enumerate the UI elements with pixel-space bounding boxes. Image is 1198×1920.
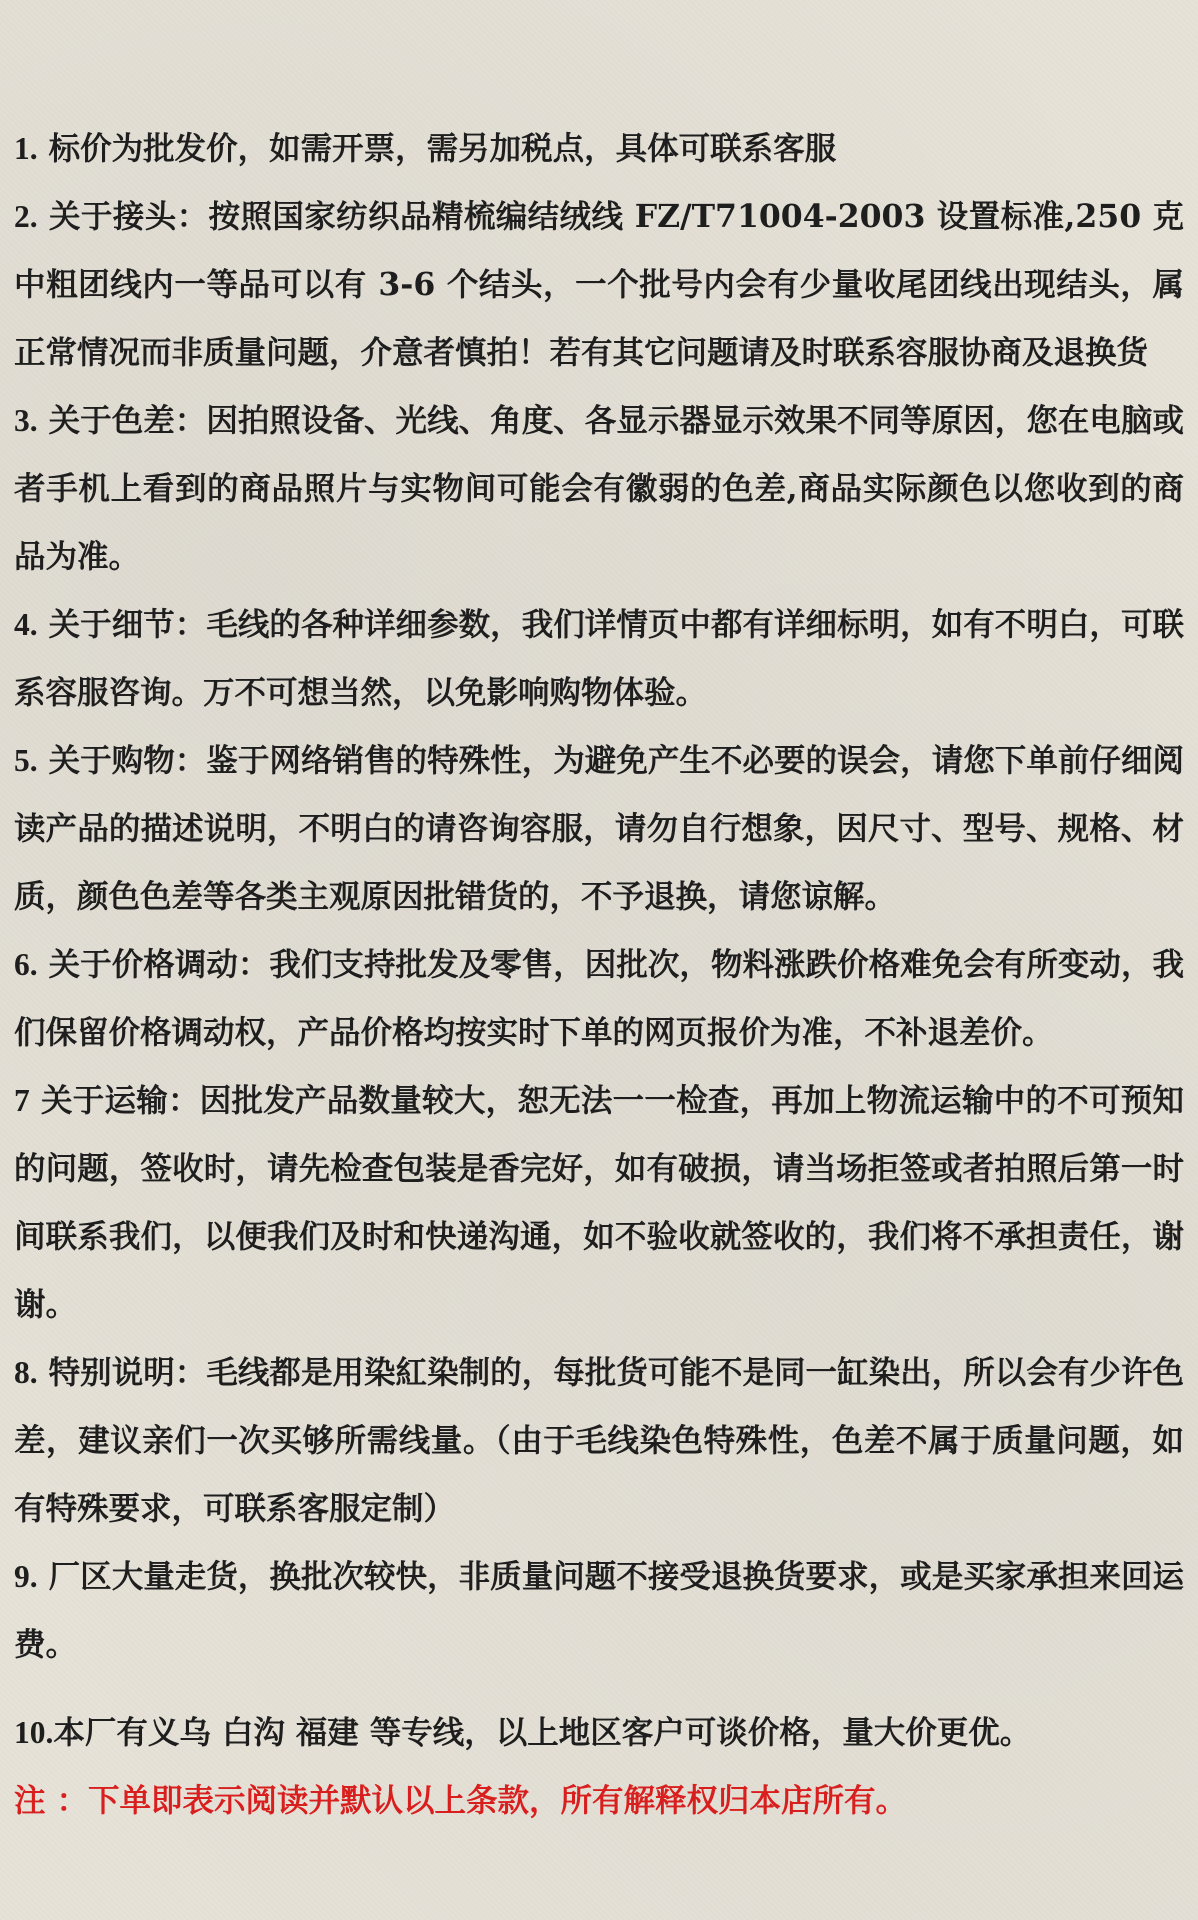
clause-text: 关于细节：毛线的各种详细参数，我们详情页中都有详细标明，如有不明白，可联系容服咨询。万不可想当然，以免影响购物体验。 [14, 606, 1184, 711]
clause-text: 标价为批发价，如需开票，需另加税点，具体可联系客服 [37, 130, 837, 167]
clause-number: 9. [14, 1559, 38, 1594]
clause-text: 特别说明：毛线都是用染紅染制的，每批货可能不是同一缸染出，所以会有少许色差，建议亲们一次买够所需线量。（由于毛线染色特殊性，色差不属于质量问题，如有特殊要求，可联系客服定制） [14, 1354, 1184, 1527]
clause-10 [14, 1699, 1184, 1767]
clause-number: 2. [14, 199, 38, 234]
clause-3 [14, 387, 1184, 591]
clause-text: 厂区大量走货，换批次较快，非质量问题不接受退换货要求，或是买家承担来回运费。 [14, 1558, 1184, 1663]
clause-text: 关于色差：因拍照设备、光线、角度、各显示器显示效果不同等原因，您在电脑或者手机上看到的商品照片与实物间可能会有徽弱的色差,商品实际颜色以您收到的商品为准。 [14, 402, 1184, 575]
red-note: 注 ：下单即表示阅读并默认以上条款，所有解释权归本店所有。 [14, 1782, 907, 1819]
clause-6 [14, 931, 1184, 1067]
clause-7 [14, 1067, 1184, 1339]
clause-1 [14, 115, 1184, 183]
clause-number: 5. [14, 743, 38, 778]
clause-number: 6. [14, 947, 38, 982]
clause-number: 1. [14, 131, 38, 166]
clause-9 [14, 1543, 1184, 1679]
clause-number: 8. [14, 1355, 38, 1390]
clause-text: 本厂有义乌 白沟 福建 等专线，以上地区客户可谈价格，量大价更优。 [53, 1714, 1032, 1751]
clause-number: 3. [14, 403, 38, 438]
clause-text: 关于购物：鉴于网络销售的特殊性，为避免产生不必要的误会，请您下单前仔细阅读产品的描述说明，不明白的请咨询容服，请勿自行想象，因尺寸、型号、规格、材质，颜色色差等各类主观原因批错货的，不予退换，请您谅解。 [14, 742, 1184, 915]
clause-number: 10. [14, 1715, 54, 1750]
clause-number: 7 [14, 1083, 30, 1118]
clause-number: 4. [14, 607, 38, 642]
clause-text: 关于接头：按照国家纺织品精梳编结绒线 FZ/T71004-2003 设置标准,250 克中粗团线内一等品可以有 3-6 个结头，一个批号内会有少量收尾团线出现结头，属正常情况而非质量问题，介意者慎拍！若有其它问题请及时联系容服协商及退换货 [14, 198, 1184, 371]
clause-5 [14, 727, 1184, 931]
clause-text: 关于运输：因批发产品数量较大，恕无法一一检查，再加上物流运输中的不可预知的问题，签收时，请先检查包装是香完好，如有破损，请当场拒签或者拍照后第一时间联系我们，以便我们及时和快递沟通，如不验收就签收的，我们将不承担责任，谢谢。 [14, 1082, 1184, 1323]
clause-8 [14, 1339, 1184, 1543]
clause-text: 关于价格调动：我们支持批发及零售，因批次，物料涨跌价格难免会有所变动，我们保留价格调动权，产品价格均按实时下单的网页报价为准，不补退差价。 [14, 946, 1184, 1051]
clause-4 [14, 591, 1184, 727]
clause-2 [14, 183, 1184, 387]
